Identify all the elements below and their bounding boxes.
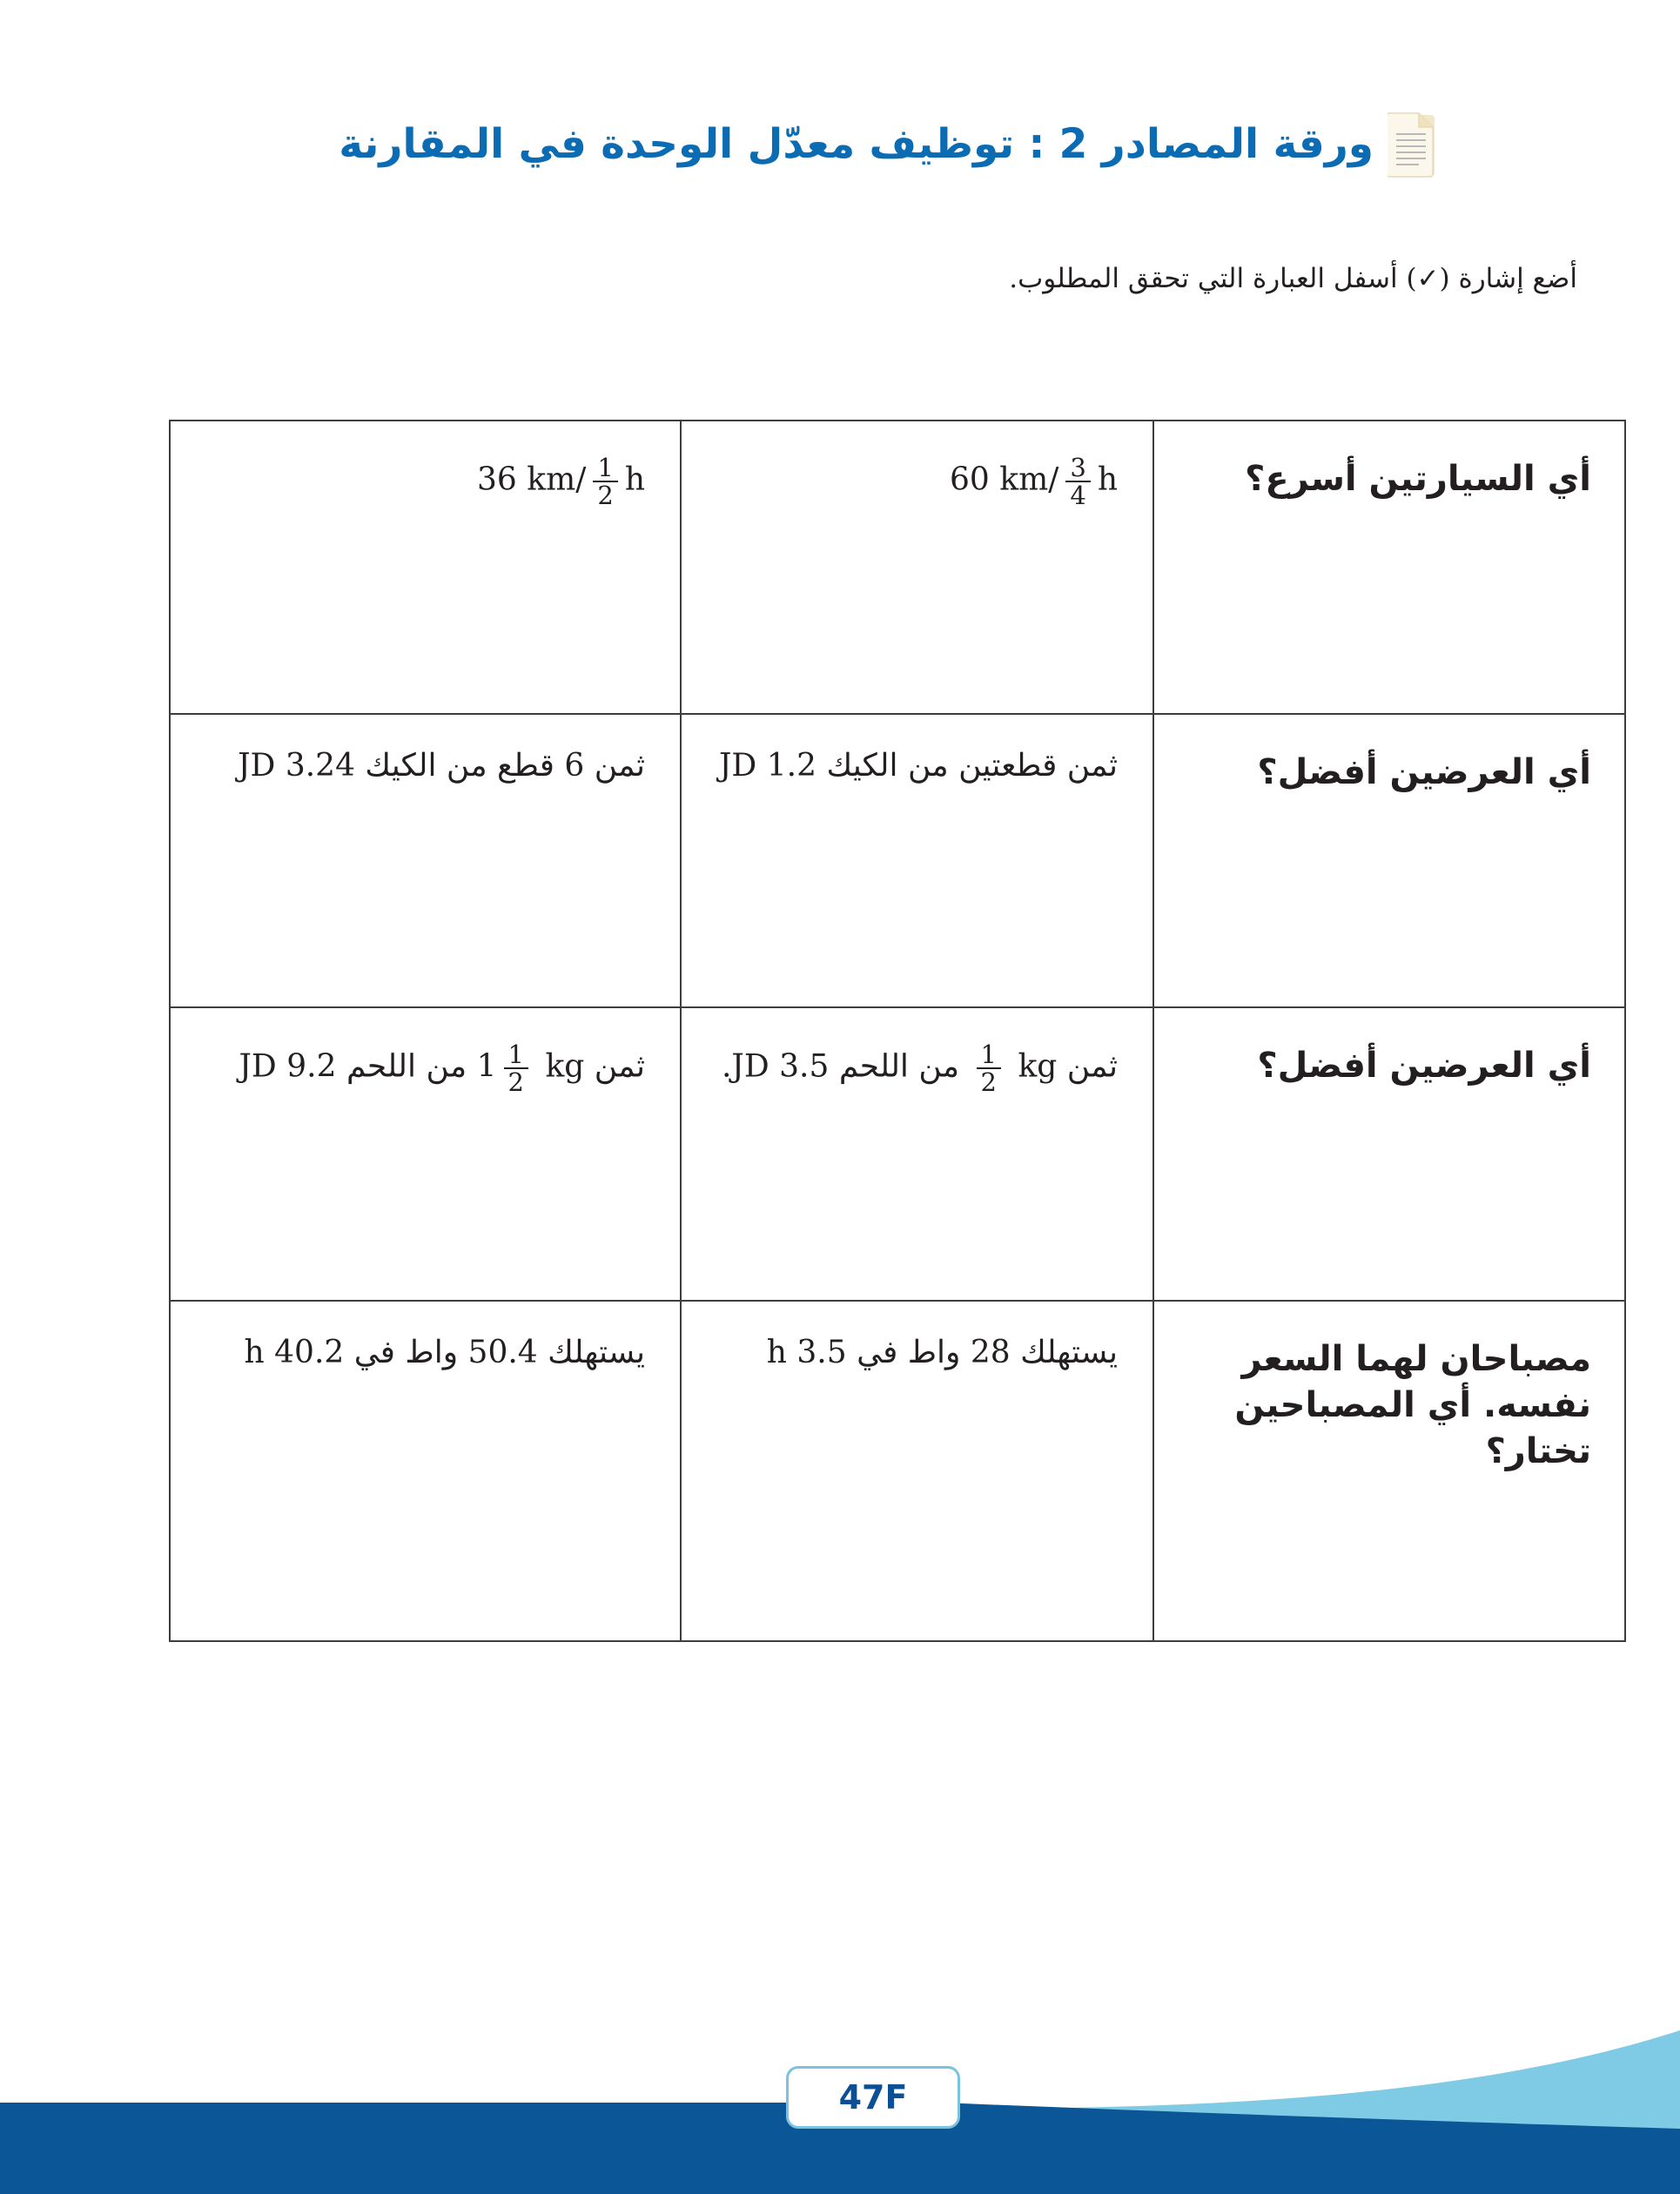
fraction: $\frac{1}{2}$ xyxy=(593,454,617,509)
speed-expression: 60 km/ $\frac{3}{4}$ h xyxy=(950,453,1118,511)
mass-expression: 1 $\frac{1}{2}$ kg xyxy=(476,1040,585,1098)
question-cell xyxy=(1153,1301,1625,1641)
table-row xyxy=(170,714,1625,1007)
question-cell xyxy=(1153,1007,1625,1301)
title-row xyxy=(313,96,1436,192)
option-a-cell[interactable] xyxy=(681,1301,1153,1641)
option-a-cell[interactable] xyxy=(681,421,1153,714)
option-a xyxy=(682,421,1152,509)
mass-expression: $\frac{1}{2}$ kg xyxy=(970,1041,1058,1096)
option-b: يستهلك 50.4 واط في 40.2 h xyxy=(244,1335,645,1370)
table-row xyxy=(170,1007,1625,1301)
option-a-cell[interactable] xyxy=(681,1007,1153,1301)
fraction: $\frac{1}{2}$ xyxy=(977,1041,1001,1096)
fraction: $\frac{1}{2}$ xyxy=(504,1041,528,1096)
option-a: يستهلك 28 واط في 3.5 h xyxy=(766,1335,1118,1370)
option-b: ثمن 1 $\frac{1}{2}$ kg من اللحم JD 9.2 xyxy=(239,1040,645,1098)
option-a: ثمن قطعتين من الكيك JD 1.2 xyxy=(719,748,1118,784)
table-row xyxy=(170,1301,1625,1641)
option-a-cell[interactable] xyxy=(681,714,1153,1007)
speed-expression: 36 km/ $\frac{1}{2}$ h xyxy=(477,453,645,511)
fraction: $\frac{3}{4}$ xyxy=(1065,454,1090,509)
question-text: أي العرضين أفضل؟ xyxy=(1257,1046,1591,1086)
option-b-cell[interactable] xyxy=(170,421,681,714)
option-b: ثمن 6 قطع من الكيك JD 3.24 xyxy=(238,748,645,784)
question-cell xyxy=(1153,421,1625,714)
question-text: مصباحان لهما السعر نفسه. أي المصباحين تختار؟ xyxy=(1234,1339,1591,1471)
table-row xyxy=(170,421,1625,714)
question-text: أي السيارتين أسرع؟ xyxy=(1245,459,1591,499)
option-b-cell[interactable] xyxy=(170,1301,681,1641)
option-b-cell[interactable] xyxy=(170,714,681,1007)
option-a: ثمن $\frac{1}{2}$ kg من اللحم JD 3.5. xyxy=(721,1040,1118,1098)
comparison-table xyxy=(169,420,1626,1642)
question-text: أي العرضين أفضل؟ xyxy=(1257,752,1591,792)
option-b-cell[interactable] xyxy=(170,1007,681,1301)
instruction-text: أضع إشارة (✓) أسفل العبارة التي تحقق المطلوب. xyxy=(1009,263,1577,294)
page-number: 47F xyxy=(786,2066,960,2129)
question-cell xyxy=(1153,714,1625,1007)
option-b xyxy=(171,421,680,509)
page-title: ورقة المصادر 2 : توظيف معدّل الوحدة في المقارنة xyxy=(339,119,1374,168)
document-icon xyxy=(1388,110,1436,178)
